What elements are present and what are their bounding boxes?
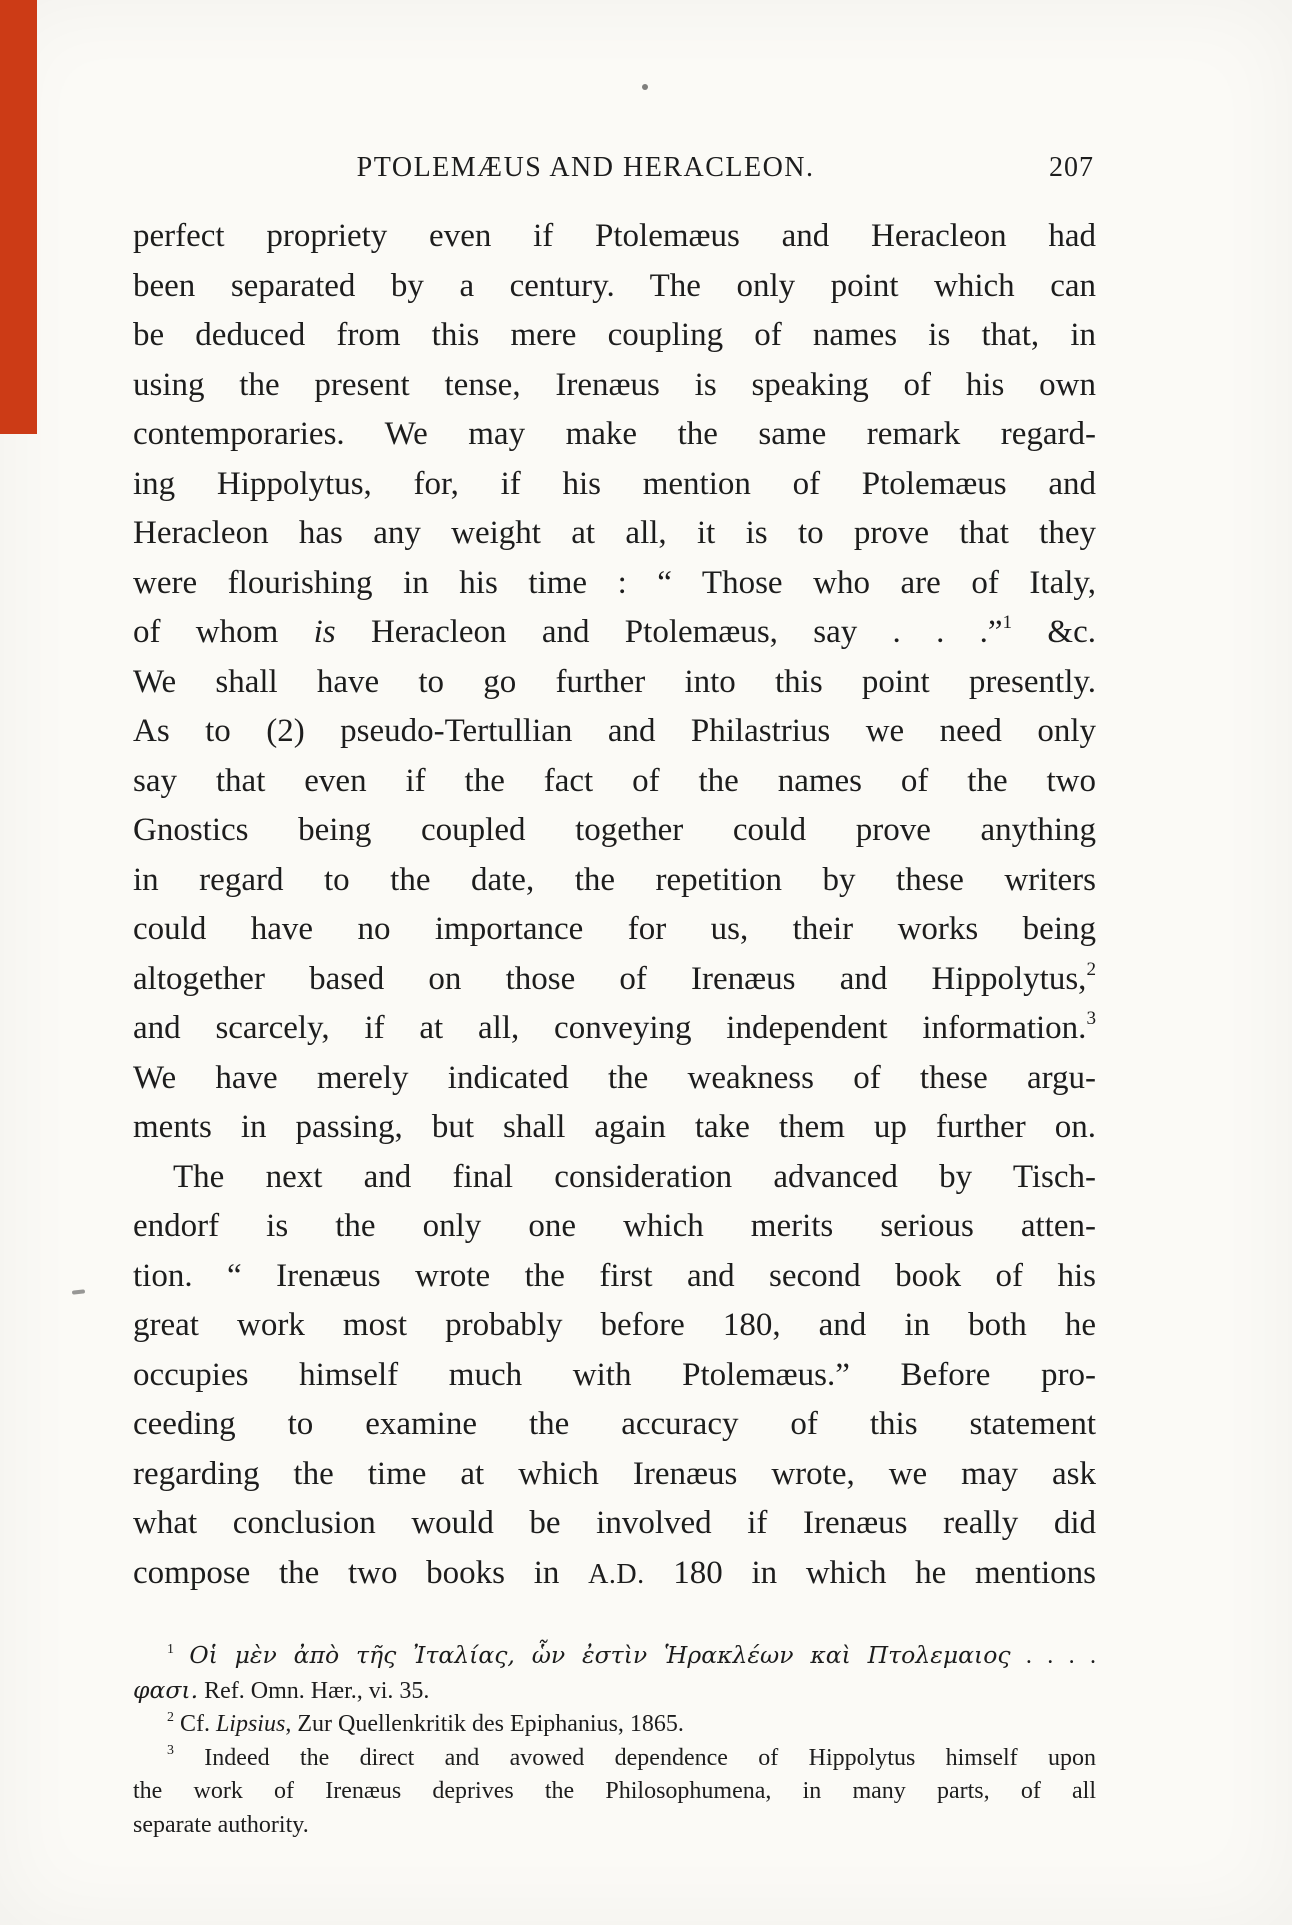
footnote-line: $^2$ Cf. Lipsius, Zur Quellenkritik des Epiphanius, 1865. [167,1709,684,1737]
running-title: PTOLEMÆUS AND HERACLEON. [356,152,815,183]
body-text-line: contemporaries. We may make the same remark regard- [133,416,1096,452]
body-text [133,212,1096,1599]
body-text-line: what conclusion would be involved if Irenæus really did [133,1505,1096,1541]
body-text-line: tion. “ Irenæus wrote the first and second book of his [133,1257,1096,1294]
body-text-line: Gnostics being coupled together could prove anything [133,812,1096,848]
italic-text: Lipsius [215,1711,286,1737]
body-text-line: Heracleon has any weight at all, it is to prove that they [133,515,1096,551]
footnote-marker: 2 [1086,958,1096,980]
body-text-line: We have merely indicated the weakness of these argu- [133,1059,1096,1096]
body-text-line: compose the two books in A.D. 180 in which he mentions [133,1554,1096,1591]
footnotes-text [133,1639,1096,1842]
body-text-line: been separated by a century. The only point which can [133,267,1096,304]
body-text-line: say that even if the fact of the names of the two [133,762,1096,799]
body-text-line: ceeding to examine the accuracy of this statement [133,1406,1096,1442]
footnote-marker: 1 [1002,612,1013,634]
body-text-line: using the present tense, Irenæus is speaking of his own [133,366,1096,403]
body-text-line: great work most probably before 180, and in both he [133,1307,1096,1343]
greek-text: φασι. [133,1675,199,1704]
footnote-line: the work of Irenæus deprives the Philosophumena, in many parts, of all [133,1778,1096,1804]
body-text-line: We shall have to go further into this point presently. [133,663,1096,700]
footnote-marker: 3 [1086,1008,1096,1030]
body-text-line: of whom is Heracleon and Ptolemæus, say . . .”$^1$ &c. [133,612,1096,650]
body-text-line: be deduced from this mere coupling of names is that, in [133,317,1096,353]
spine-stripe [0,0,37,434]
footnote-marker: 2 [167,1709,174,1725]
body-text-line: As to (2) pseudo-Tertullian and Philastrius we need only [133,713,1096,749]
body-text-line: occupies himself much with Ptolemæus.” Before pro- [133,1356,1096,1393]
body-text-line: perfect propriety even if Ptolemæus and Heracleon had [133,218,1096,254]
body-text-line: endorf is the only one which merits serious atten- [133,1208,1096,1244]
footnote-line: φασι. Ref. Omn. Hær., vi. 35. [133,1675,430,1704]
text-block [133,150,1096,1842]
page-header [133,150,1096,194]
scan-artifact-dash [72,1289,85,1294]
footnote-line: $^1$ Οἱ μὲν ἀπὸ τῆς Ἰταλίας, ὧν ἐστὶν Ἡρακλέων καὶ Πτολεμαιος . . . . [167,1641,1096,1669]
scan-artifact-dot [642,84,648,90]
body-text-line: The next and final consideration advanced by Tisch- [173,1158,1096,1195]
footnote-marker: 1 [167,1641,174,1657]
body-text-line: and scarcely, if at all, conveying independent information.$^3$ [133,1008,1096,1046]
body-text-line: could have no importance for us, their works being [133,911,1096,947]
body-text-line: were flourishing in his time : “ Those who are of Italy, [133,564,1096,601]
footnote-marker: 3 [167,1743,174,1759]
body-text-line: ments in passing, but shall again take them up further on. [133,1109,1096,1145]
body-text-line: in regard to the date, the repetition by these writers [133,861,1096,898]
italic-text: is [313,614,336,650]
footnote-line: $^3$ Indeed the direct and avowed dependence of Hippolytus himself upon [167,1743,1096,1771]
footnote-line: separate authority. [133,1811,309,1838]
body-text-line: regarding the time at which Irenæus wrote, we may ask [133,1455,1096,1492]
greek-text: Οἱ μὲν ἀπὸ τῆς Ἰταλίας, ὧν ἐστὶν Ἡρακλέων καὶ Πτολεμαιος [189,1641,1011,1669]
page-number: 207 [1049,152,1094,183]
body-text-line: altogether based on those of Irenæus and Hippolytus,$^2$ [133,958,1096,997]
small-caps-text: A.D. [588,1558,645,1590]
body-text-line: ing Hippolytus, for, if his mention of Ptolemæus and [133,465,1096,502]
